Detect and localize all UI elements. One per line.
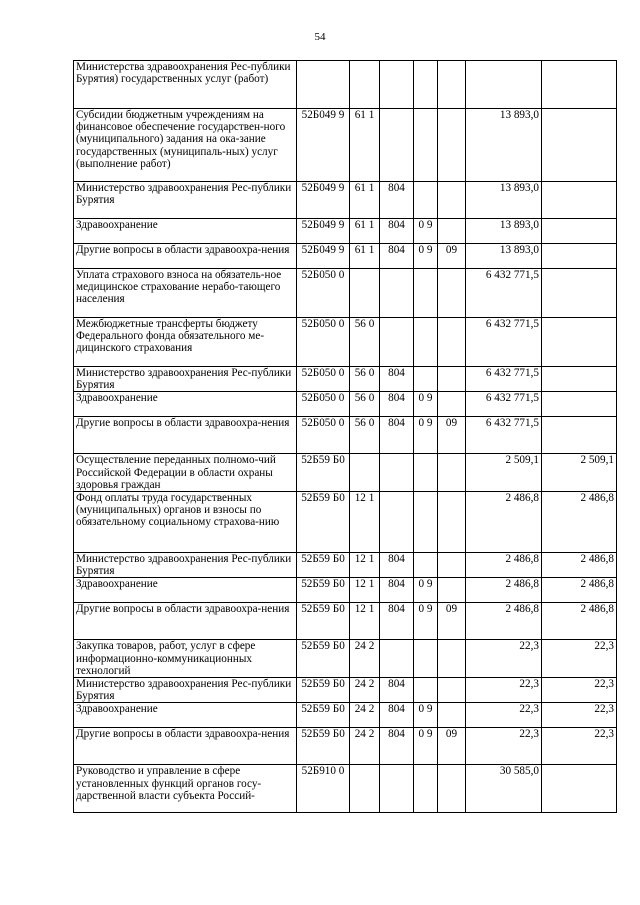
row-name-cell: Другие вопросы в области здравоохра-нения <box>74 417 297 454</box>
table-row <box>74 492 617 553</box>
subsection-cell <box>438 578 466 603</box>
section-cell: 0 9 <box>414 703 438 728</box>
ministry-code-cell: 804 <box>380 367 414 392</box>
amount-federal-cell: 22,3 <box>542 703 617 728</box>
section-cell: 0 9 <box>414 578 438 603</box>
table-row <box>74 61 617 109</box>
row-name-cell: Министерство здравоохранения Рес-публики Бурятия <box>74 182 297 219</box>
table-row <box>74 603 617 640</box>
row-name-cell: Здравоохранение <box>74 219 297 244</box>
section-cell <box>414 61 438 109</box>
amount-total-cell: 22,3 <box>466 640 542 678</box>
ministry-code-cell: 804 <box>380 703 414 728</box>
subsection-cell <box>438 454 466 492</box>
section-cell <box>414 492 438 553</box>
ministry-code-cell <box>380 269 414 318</box>
expense-type-cell: 12 1 <box>350 578 380 603</box>
section-cell <box>414 318 438 367</box>
amount-total-cell: 13 893,0 <box>466 244 542 269</box>
row-name-cell: Здравоохранение <box>74 578 297 603</box>
amount-federal-cell <box>542 392 617 417</box>
subsection-cell <box>438 703 466 728</box>
table-row <box>74 219 617 244</box>
ministry-code-cell: 804 <box>380 182 414 219</box>
target-article-code-cell: 52Б050 0 <box>297 367 350 392</box>
amount-total-cell: 2 486,8 <box>466 578 542 603</box>
expense-type-cell: 12 1 <box>350 553 380 578</box>
table-row <box>74 640 617 678</box>
target-article-code-cell: 52Б049 9 <box>297 109 350 182</box>
section-cell: 0 9 <box>414 417 438 454</box>
amount-total-cell: 2 509,1 <box>466 454 542 492</box>
ministry-code-cell: 804 <box>380 578 414 603</box>
ministry-code-cell: 804 <box>380 603 414 640</box>
amount-federal-cell: 2 486,8 <box>542 553 617 578</box>
target-article-code-cell: 52Б59 Б0 <box>297 728 350 765</box>
amount-federal-cell <box>542 182 617 219</box>
table-row <box>74 367 617 392</box>
subsection-cell <box>438 392 466 417</box>
expense-type-cell: 61 1 <box>350 244 380 269</box>
row-name-cell: Другие вопросы в области здравоохра-нения <box>74 728 297 765</box>
expense-type-cell: 61 1 <box>350 109 380 182</box>
subsection-cell <box>438 269 466 318</box>
ministry-code-cell: 804 <box>380 219 414 244</box>
section-cell <box>414 269 438 318</box>
subsection-cell: 09 <box>438 603 466 640</box>
section-cell <box>414 678 438 703</box>
expense-type-cell: 24 2 <box>350 703 380 728</box>
target-article-code-cell: 52Б049 9 <box>297 244 350 269</box>
target-article-code-cell: 52Б050 0 <box>297 269 350 318</box>
subsection-cell <box>438 219 466 244</box>
section-cell <box>414 765 438 813</box>
target-article-code-cell: 52Б59 Б0 <box>297 553 350 578</box>
ministry-code-cell <box>380 454 414 492</box>
target-article-code-cell: 52Б050 0 <box>297 318 350 367</box>
budget-table <box>73 60 617 813</box>
target-article-code-cell: 52Б59 Б0 <box>297 578 350 603</box>
row-name-cell: Уплата страхового взноса на обязатель-ное медицинское страхование нерабо-тающего населения <box>74 269 297 318</box>
expense-type-cell: 24 2 <box>350 640 380 678</box>
table-row <box>74 765 617 813</box>
target-article-code-cell: 52Б59 Б0 <box>297 603 350 640</box>
amount-federal-cell: 22,3 <box>542 640 617 678</box>
amount-federal-cell <box>542 367 617 392</box>
expense-type-cell: 24 2 <box>350 728 380 765</box>
ministry-code-cell: 804 <box>380 417 414 454</box>
section-cell: 0 9 <box>414 219 438 244</box>
ministry-code-cell <box>380 640 414 678</box>
subsection-cell <box>438 182 466 219</box>
amount-federal-cell <box>542 244 617 269</box>
amount-federal-cell <box>542 219 617 244</box>
expense-type-cell <box>350 269 380 318</box>
table-row <box>74 392 617 417</box>
ministry-code-cell <box>380 318 414 367</box>
row-name-cell: Межбюджетные трансферты бюджету Федерального фонда обязательного ме-дицинского страхования <box>74 318 297 367</box>
amount-total-cell: 30 585,0 <box>466 765 542 813</box>
ministry-code-cell: 804 <box>380 678 414 703</box>
table-row <box>74 244 617 269</box>
ministry-code-cell <box>380 61 414 109</box>
table-row <box>74 678 617 703</box>
table-row <box>74 728 617 765</box>
target-article-code-cell: 52Б050 0 <box>297 417 350 454</box>
section-cell: 0 9 <box>414 244 438 269</box>
expense-type-cell: 56 0 <box>350 392 380 417</box>
section-cell: 0 9 <box>414 392 438 417</box>
subsection-cell <box>438 765 466 813</box>
subsection-cell <box>438 367 466 392</box>
target-article-code-cell: 52Б050 0 <box>297 392 350 417</box>
amount-total-cell: 13 893,0 <box>466 182 542 219</box>
row-name-cell: Министерство здравоохранения Рес-публики Бурятия <box>74 367 297 392</box>
ministry-code-cell: 804 <box>380 244 414 269</box>
amount-federal-cell <box>542 61 617 109</box>
amount-total-cell: 6 432 771,5 <box>466 269 542 318</box>
subsection-cell: 09 <box>438 728 466 765</box>
expense-type-cell: 61 1 <box>350 182 380 219</box>
amount-federal-cell <box>542 269 617 318</box>
table-row <box>74 269 617 318</box>
ministry-code-cell <box>380 109 414 182</box>
expense-type-cell: 56 0 <box>350 318 380 367</box>
section-cell: 0 9 <box>414 728 438 765</box>
subsection-cell <box>438 640 466 678</box>
target-article-code-cell: 52Б049 9 <box>297 219 350 244</box>
amount-total-cell: 6 432 771,5 <box>466 392 542 417</box>
subsection-cell <box>438 553 466 578</box>
expense-type-cell <box>350 454 380 492</box>
section-cell <box>414 367 438 392</box>
row-name-cell: Здравоохранение <box>74 392 297 417</box>
expense-type-cell <box>350 765 380 813</box>
amount-federal-cell: 2 509,1 <box>542 454 617 492</box>
row-name-cell: Закупка товаров, работ, услуг в сфере информационно-коммуникационных технологий <box>74 640 297 678</box>
row-name-cell: Другие вопросы в области здравоохра-нения <box>74 244 297 269</box>
amount-total-cell: 2 486,8 <box>466 492 542 553</box>
amount-federal-cell <box>542 109 617 182</box>
row-name-cell: Министерство здравоохранения Рес-публики Бурятия <box>74 678 297 703</box>
subsection-cell <box>438 678 466 703</box>
amount-federal-cell: 2 486,8 <box>542 603 617 640</box>
ministry-code-cell <box>380 492 414 553</box>
amount-total-cell <box>466 61 542 109</box>
amount-total-cell: 22,3 <box>466 678 542 703</box>
target-article-code-cell: 52Б910 0 <box>297 765 350 813</box>
expense-type-cell: 12 1 <box>350 603 380 640</box>
table-row <box>74 182 617 219</box>
page-number: 54 <box>314 31 326 43</box>
row-name-cell: Осуществление переданных полномо-чий Российской Федерации в области охраны здоровья граждан <box>74 454 297 492</box>
amount-total-cell: 6 432 771,5 <box>466 367 542 392</box>
amount-total-cell: 2 486,8 <box>466 603 542 640</box>
ministry-code-cell: 804 <box>380 728 414 765</box>
amount-federal-cell: 22,3 <box>542 728 617 765</box>
table-row <box>74 417 617 454</box>
expense-type-cell <box>350 61 380 109</box>
section-cell <box>414 109 438 182</box>
target-article-code-cell: 52Б59 Б0 <box>297 640 350 678</box>
row-name-cell: Министерства здравоохранения Рес-публики Бурятия) государственных услуг (работ) <box>74 61 297 109</box>
expense-type-cell: 56 0 <box>350 417 380 454</box>
table-row <box>74 454 617 492</box>
table-row <box>74 109 617 182</box>
row-name-cell: Фонд оплаты труда государственных (муниципальных) органов и взносы по обязательному социальному страхова-нию <box>74 492 297 553</box>
subsection-cell: 09 <box>438 244 466 269</box>
amount-federal-cell: 2 486,8 <box>542 492 617 553</box>
table-row <box>74 703 617 728</box>
target-article-code-cell: 52Б59 Б0 <box>297 703 350 728</box>
ministry-code-cell: 804 <box>380 392 414 417</box>
amount-federal-cell: 2 486,8 <box>542 578 617 603</box>
ministry-code-cell <box>380 765 414 813</box>
amount-total-cell: 6 432 771,5 <box>466 318 542 367</box>
section-cell <box>414 640 438 678</box>
row-name-cell: Субсидии бюджетным учреждениям на финансовое обеспечение государствен-ного (муниципального) задания на ока-зание государственных (муниципаль-ных) услуг (выполнение работ) <box>74 109 297 182</box>
section-cell <box>414 454 438 492</box>
subsection-cell <box>438 492 466 553</box>
amount-total-cell: 13 893,0 <box>466 219 542 244</box>
subsection-cell <box>438 61 466 109</box>
expense-type-cell: 12 1 <box>350 492 380 553</box>
section-cell <box>414 182 438 219</box>
target-article-code-cell: 52Б049 9 <box>297 182 350 219</box>
amount-total-cell: 22,3 <box>466 703 542 728</box>
amount-federal-cell <box>542 417 617 454</box>
table-row <box>74 318 617 367</box>
subsection-cell: 09 <box>438 417 466 454</box>
expense-type-cell: 24 2 <box>350 678 380 703</box>
table-row <box>74 553 617 578</box>
row-name-cell: Руководство и управление в сфере установленных функций органов госу-дарственной власти субъекта Россий- <box>74 765 297 813</box>
amount-federal-cell: 22,3 <box>542 678 617 703</box>
table-body <box>74 61 617 813</box>
target-article-code-cell: 52Б59 Б0 <box>297 678 350 703</box>
amount-total-cell: 6 432 771,5 <box>466 417 542 454</box>
target-article-code-cell <box>297 61 350 109</box>
amount-federal-cell <box>542 318 617 367</box>
target-article-code-cell: 52Б59 Б0 <box>297 492 350 553</box>
amount-total-cell: 22,3 <box>466 728 542 765</box>
section-cell: 0 9 <box>414 603 438 640</box>
row-name-cell: Министерство здравоохранения Рес-публики Бурятия <box>74 553 297 578</box>
expense-type-cell: 56 0 <box>350 367 380 392</box>
amount-federal-cell <box>542 765 617 813</box>
ministry-code-cell: 804 <box>380 553 414 578</box>
subsection-cell <box>438 109 466 182</box>
table-row <box>74 578 617 603</box>
subsection-cell <box>438 318 466 367</box>
target-article-code-cell: 52Б59 Б0 <box>297 454 350 492</box>
amount-total-cell: 13 893,0 <box>466 109 542 182</box>
section-cell <box>414 553 438 578</box>
row-name-cell: Здравоохранение <box>74 703 297 728</box>
amount-total-cell: 2 486,8 <box>466 553 542 578</box>
expense-type-cell: 61 1 <box>350 219 380 244</box>
row-name-cell: Другие вопросы в области здравоохра-нения <box>74 603 297 640</box>
